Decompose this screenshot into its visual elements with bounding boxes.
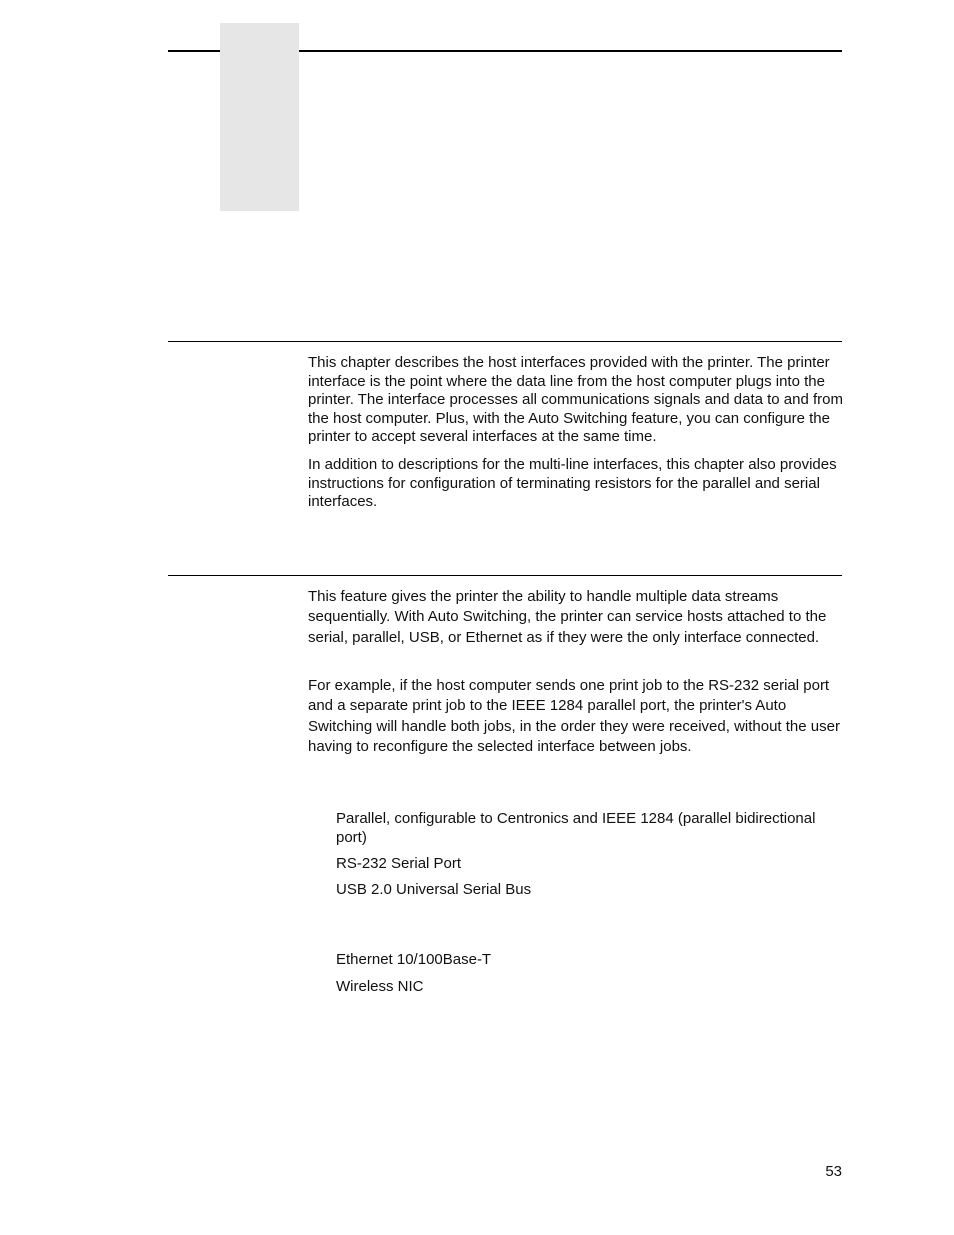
section-rule-intro — [168, 341, 842, 342]
optional-interface-list-item: Ethernet 10/100Base-T — [336, 951, 492, 968]
page-number: 53 — [825, 1163, 842, 1180]
chapter-tab — [220, 23, 299, 211]
auto-switching-paragraph-2: For example, if the host computer sends one print job to the RS-232 serial port and a separate print job to the IEEE 1284 parallel port, the printer's Auto Switching will handle both jobs, in the order they were received, without the user having to reconfigure the selected interface between jobs. — [308, 677, 840, 755]
auto-switching-paragraph-1: This feature gives the printer the ability to handle multiple data streams sequentially. With Auto Switching, the printer can service hosts attached to the serial, parallel, USB, or Ethernet as if they were the only interface connected. — [308, 588, 827, 646]
header-rule-left — [168, 50, 220, 52]
interface-list-item: USB 2.0 Universal Serial Bus — [336, 881, 532, 898]
header-rule-right — [299, 50, 842, 52]
intro-paragraph-2: In addition to descriptions for the multi-line interfaces, this chapter also provides instructions for configuration of terminating resistors for the parallel and serial interfaces. — [308, 456, 837, 510]
interface-list-item: Parallel, configurable to Centronics and IEEE 1284 (parallel bidirectional port) — [336, 810, 816, 846]
interface-list-item: RS-232 Serial Port — [336, 855, 462, 872]
section-rule-auto-switching — [168, 575, 842, 576]
optional-interface-list-item: Wireless NIC — [336, 978, 424, 995]
intro-paragraph-1: This chapter describes the host interfaces provided with the printer. The printer interface is the point where the data line from the host computer plugs into the printer. The interface processes all communications signals and data to and from the host computer. Plus, with the Auto Switching feature, you can configure the printer to accept several interfaces at the same time. — [308, 354, 844, 445]
